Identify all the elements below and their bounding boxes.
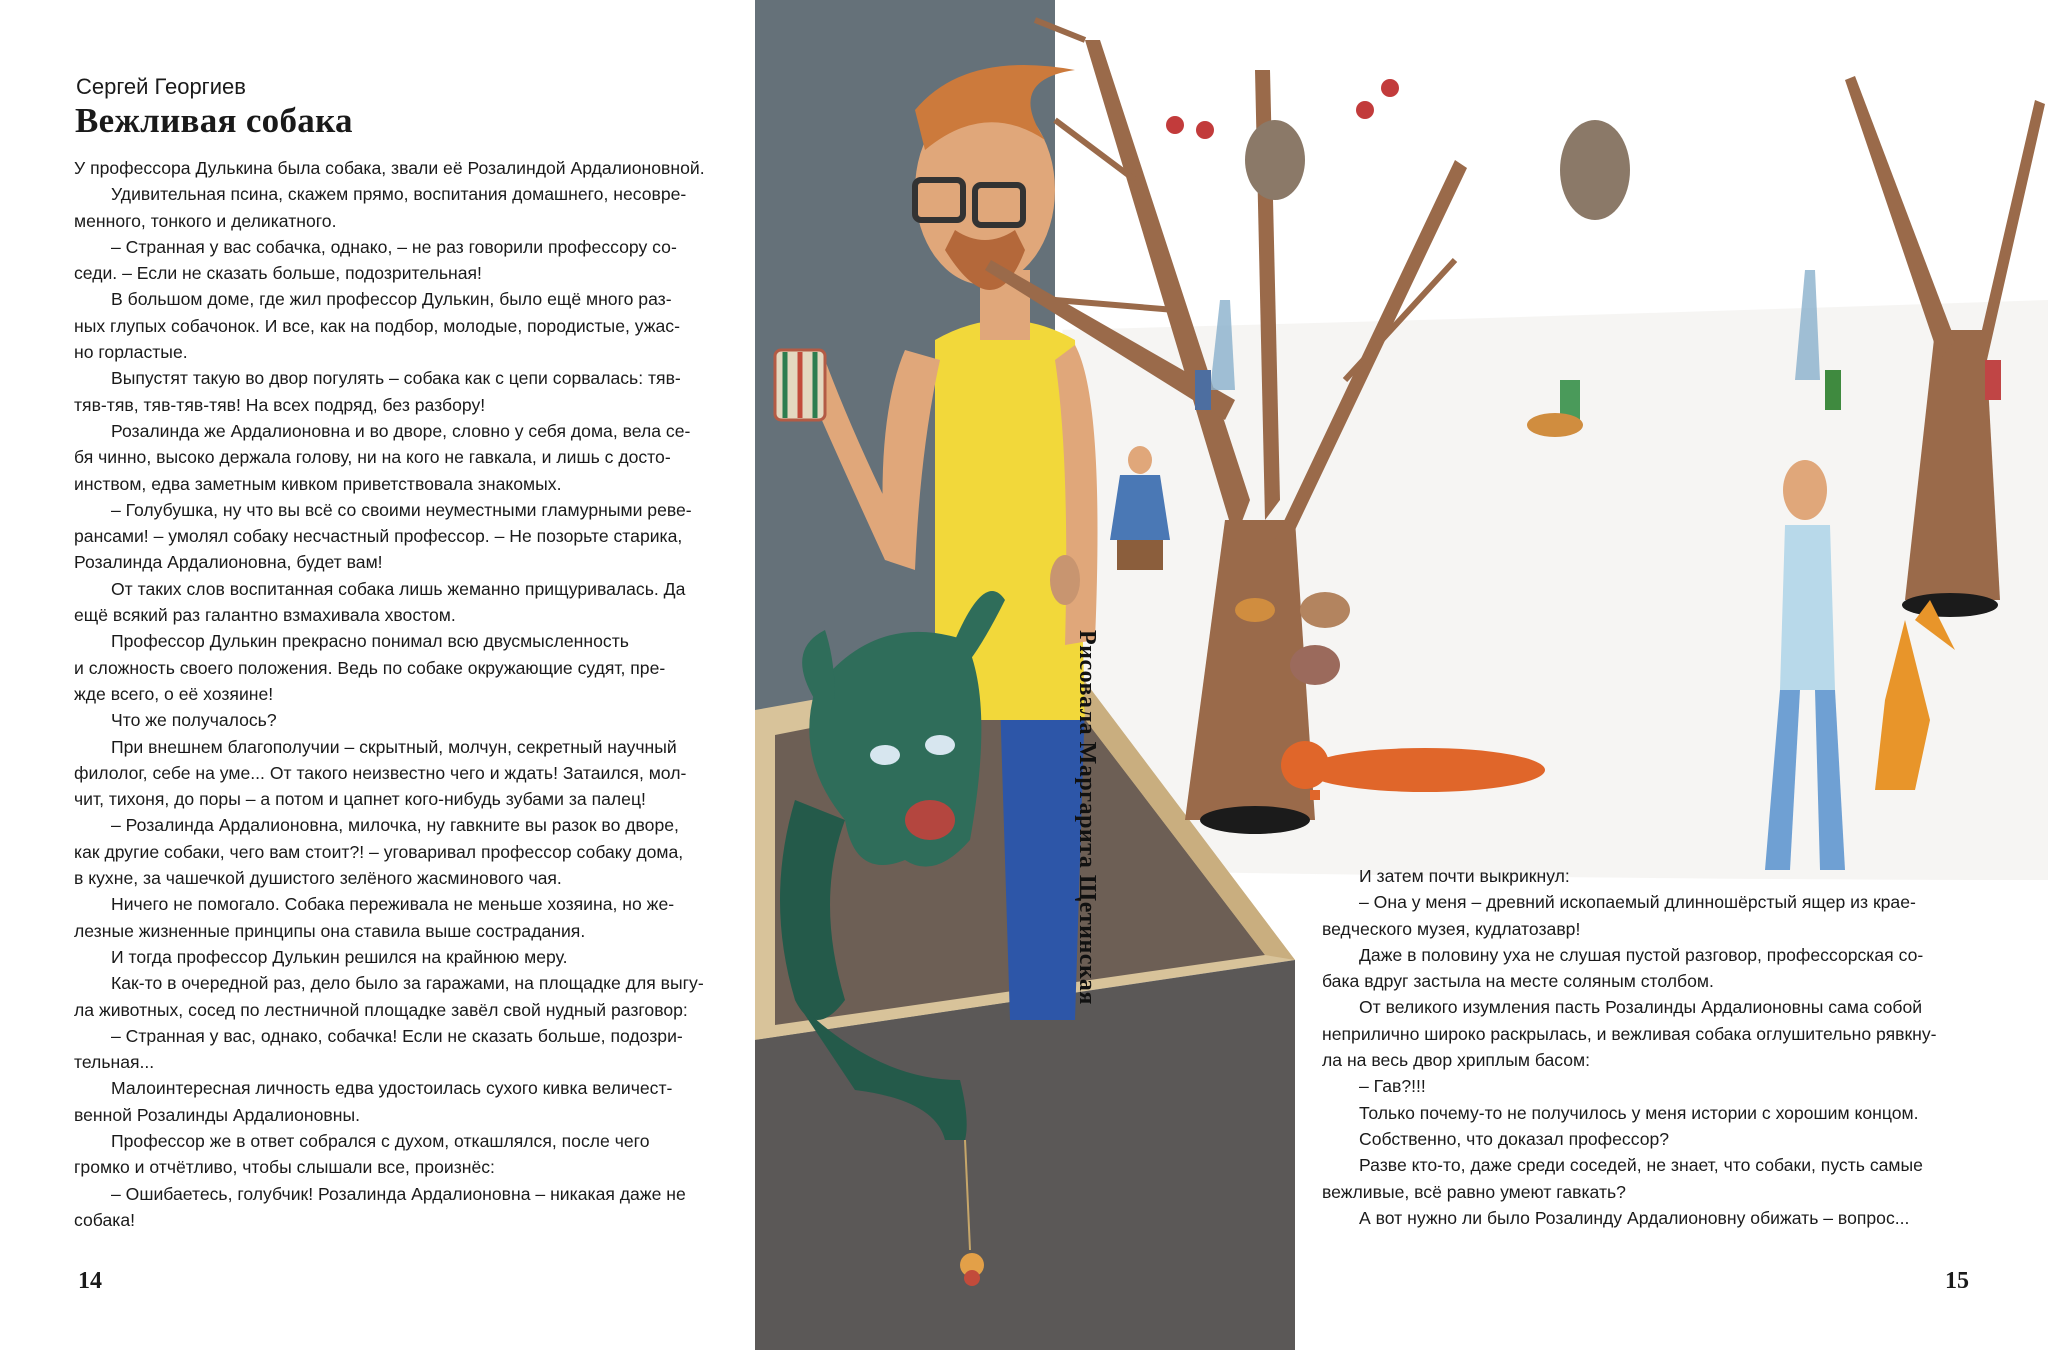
text-line: ведческого музея, кудлатозавр! xyxy=(1322,918,1581,939)
text-line: Выпустят такую во двор погулять – собака как с цепи сорвалась: тяв- xyxy=(111,368,681,389)
text-line: ных глупых собачонок. И все, как на подбор, молодые, породистые, ужас- xyxy=(74,315,680,336)
page-number-right: 15 xyxy=(1945,1268,1969,1294)
text-line: В большом доме, где жил профессор Дулькин, было ещё много раз- xyxy=(111,289,672,310)
text-line: – Странная у вас, однако, собачка! Если не сказать больше, подозри- xyxy=(111,1025,683,1046)
text-line: – Гав?!!! xyxy=(1359,1076,1426,1097)
text-line: Собственно, что доказал профессор? xyxy=(1359,1128,1670,1149)
text-line: рансами! – умолял собаку несчастный профессор. – Не позорьте старика, xyxy=(74,526,683,547)
text-line: ла на весь двор хриплым басом: xyxy=(1322,1050,1591,1071)
text-line: Профессор же в ответ собрался с духом, откашлялся, после чего xyxy=(111,1130,650,1151)
text-line: От великого изумления пасть Розалинды Ардалионовны сама собой xyxy=(1359,997,1923,1018)
left-page xyxy=(0,0,755,1350)
text-line: Как-то в очередной раз, дело было за гаражами, на площадке для выгу- xyxy=(111,973,704,994)
text-line: Даже в половину уха не слушая пустой разговор, профессорская со- xyxy=(1359,944,1924,965)
text-line: тяв-тяв, тяв-тяв-тяв! На всех подряд, без разбору! xyxy=(74,394,486,415)
text-line: в кухне, за чашечкой душистого зелёного жасминового чая. xyxy=(74,868,562,889)
story-title: Вежливая собака xyxy=(75,101,353,140)
text-line: и сложность своего положения. Ведь по собаке окружающие судят, пре- xyxy=(74,657,666,678)
text-line: – Розалинда Ардалионовна, милочка, ну гавкните вы разок во дворе, xyxy=(111,815,679,836)
text-line: громко и отчётливо, чтобы слышали все, произнёс: xyxy=(74,1157,495,1178)
text-line: Разве кто-то, даже среди соседей, не знает, что собаки, пусть самые xyxy=(1359,1155,1923,1176)
right-page-text xyxy=(1322,863,1978,1231)
text-line: Ничего не помогало. Собака переживала не меньше хозяина, но же- xyxy=(111,894,675,915)
text-line: неприлично широко раскрылась, и вежливая собака оглушительно рявкну- xyxy=(1322,1023,1937,1044)
text-line: А вот нужно ли было Розалинду Ардалионовну обижать – вопрос... xyxy=(1359,1207,1910,1228)
text-line: но горластые. xyxy=(74,342,188,363)
text-line: как другие собаки, чего вам стоит?! – уговаривал профессор собаку дома, xyxy=(74,841,684,862)
text-line: – Голубушка, ну что вы всё со своими неуместными гламурными реве- xyxy=(111,499,692,520)
illustration-credit: Рисовала Маргарита Щетинская xyxy=(1074,630,1100,1005)
text-line: венной Розалинды Ардалионовны. xyxy=(74,1104,361,1125)
page-number-left: 14 xyxy=(78,1268,102,1294)
text-line: Профессор Дулькин прекрасно понимал всю двусмысленность xyxy=(111,631,629,652)
text-line: ла животных, сосед по лестничной площадке завёл свой нудный разговор: xyxy=(74,999,688,1020)
text-line: У профессора Дулькина была собака, звали её Розалиндой Ардалионовной. xyxy=(74,158,705,178)
text-line: менного, тонкого и деликатного. xyxy=(74,210,337,231)
text-line: тельная... xyxy=(74,1052,155,1073)
author-name: Сергей Георгиев xyxy=(76,74,246,99)
text-line: филолог, себе на уме... От такого неизвестно чего и ждать! Затаился, мол- xyxy=(74,762,687,783)
text-line: Розалинда же Ардалионовна и во дворе, словно у себя дома, вела се- xyxy=(111,420,691,441)
text-line: инством, едва заметным кивком приветствовала знакомых. xyxy=(74,473,562,494)
text-line: бя чинно, высоко держала голову, ни на кого не гавкала, и лишь с досто- xyxy=(74,447,671,468)
text-line: жде всего, о её хозяине! xyxy=(74,683,274,704)
text-line: Что же получалось? xyxy=(111,710,277,731)
text-line: И тогда профессор Дулькин решился на крайнюю меру. xyxy=(111,946,568,967)
text-line: чит, тихоня, до поры – а потом и цапнет кого-нибудь зубами за палец! xyxy=(74,789,646,810)
text-line: Розалинда Ардалионовна, будет вам! xyxy=(74,552,383,573)
left-page-text xyxy=(74,155,732,1233)
text-line: собака! xyxy=(74,1209,135,1230)
text-line: вежливые, всё равно умеют гавкать? xyxy=(1322,1181,1626,1202)
text-line: бака вдруг застыла на месте соляным столбом. xyxy=(1322,971,1714,992)
text-line: От таких слов воспитанная собака лишь жеманно прищуривалась. Да xyxy=(111,578,686,599)
text-line: – Она у меня – древний ископаемый длинношёрстый ящер из крае- xyxy=(1359,892,1916,913)
text-line: – Ошибаетесь, голубчик! Розалинда Ардалионовна – никакая даже не xyxy=(111,1183,686,1204)
text-line: лезные жизненные принципы она ставила выше сострадания. xyxy=(74,920,586,941)
text-line: Только почему-то не получилось у меня истории с хорошим концом. xyxy=(1359,1102,1919,1123)
text-line: Малоинтересная личность едва удостоилась сухого кивка величест- xyxy=(111,1078,673,1099)
owl xyxy=(1560,120,1630,220)
text-line: При внешнем благополучии – скрытный, молчун, секретный научный xyxy=(111,736,677,757)
text-line: И затем почти выкрикнул: xyxy=(1359,866,1570,886)
text-line: ещё всякий раз галантно взмахивала хвостом. xyxy=(74,605,456,626)
text-line: седи. – Если не сказать больше, подозрительная! xyxy=(74,263,482,284)
text-line: – Странная у вас собачка, однако, – не раз говорили профессору со- xyxy=(111,236,677,257)
text-line: Удивительная псина, скажем прямо, воспитания домашнего, несовре- xyxy=(111,184,687,205)
